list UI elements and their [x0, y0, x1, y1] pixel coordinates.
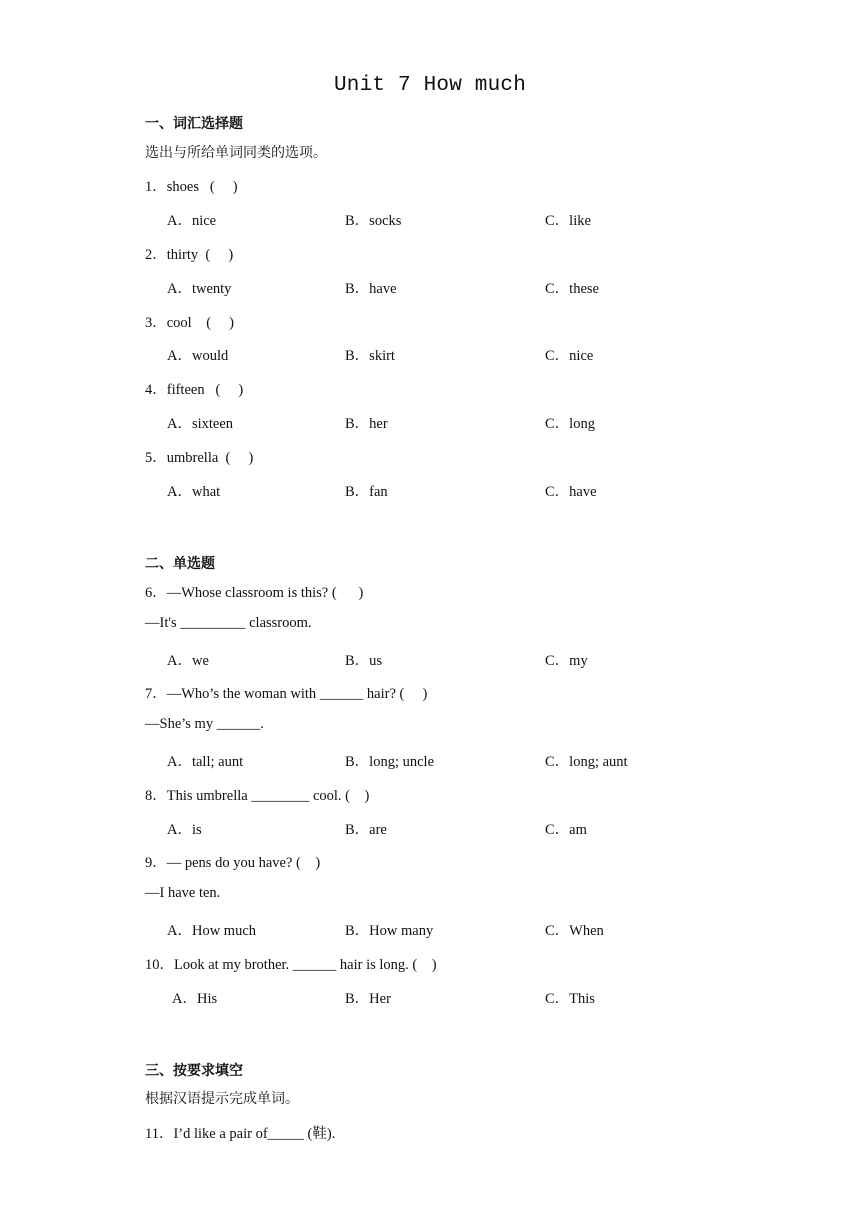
option-c: C．my: [545, 653, 588, 669]
option-c: C．nice: [545, 348, 594, 364]
option-b: B．Her: [345, 991, 391, 1007]
section-heading: 二、单选题: [145, 556, 215, 572]
question-stem: 7．—Who’s the woman with ______ hair? ( ): [145, 686, 428, 702]
section-instruction: 选出与所给单词同类的选项。: [145, 145, 327, 161]
page-title: Unit 7 How much: [333, 74, 527, 97]
option-a: A．How much: [167, 923, 257, 939]
question-stem: 2．thirty ( ): [145, 247, 234, 263]
option-c: C．these: [545, 281, 599, 297]
option-b: B．have: [345, 281, 397, 297]
option-c: C．When: [545, 923, 604, 939]
question-stem: 6．—Whose classroom is this? ( ): [145, 585, 364, 601]
option-a: A．His: [172, 991, 218, 1007]
question-stem: 5．umbrella ( ): [145, 450, 254, 466]
option-a: A．nice: [167, 213, 217, 229]
option-a: A．what: [167, 484, 221, 500]
option-a: A．is: [167, 822, 202, 838]
question-stem: 1．shoes ( ): [145, 179, 238, 195]
option-b: B．How many: [345, 923, 434, 939]
option-c: C．long: [545, 416, 595, 432]
option-b: B．socks: [345, 213, 402, 229]
option-a: A．twenty: [167, 281, 232, 297]
option-b: B．skirt: [345, 348, 395, 364]
option-a: A．would: [167, 348, 229, 364]
option-c: C．like: [545, 213, 591, 229]
option-c: C．have: [545, 484, 597, 500]
question-stem: 9．— pens do you have? ( ): [145, 855, 321, 871]
option-a: A．tall; aunt: [167, 754, 244, 770]
question-stem: 3．cool ( ): [145, 315, 234, 331]
question-stem: 8．This umbrella ________ cool. ( ): [145, 788, 370, 804]
option-a: A．we: [167, 653, 209, 669]
section-heading: 一、词汇选择题: [145, 116, 243, 132]
option-b: B．are: [345, 822, 387, 838]
option-b: B．us: [345, 653, 383, 669]
section-heading: 三、按要求填空: [145, 1063, 243, 1079]
option-b: B．her: [345, 416, 388, 432]
option-c: C．This: [545, 991, 595, 1007]
question-stem-line2: —It's _________ classroom.: [145, 615, 312, 631]
option-b: B．fan: [345, 484, 388, 500]
question-stem: 4．fifteen ( ): [145, 382, 244, 398]
option-b: B．long; uncle: [345, 754, 435, 770]
option-c: C．am: [545, 822, 587, 838]
option-a: A．sixteen: [167, 416, 234, 432]
question-stem: 11．I’d like a pair of_____ (鞋).: [145, 1126, 336, 1142]
option-c: C．long; aunt: [545, 754, 628, 770]
question-stem-line2: —I have ten.: [145, 885, 221, 901]
question-stem-line2: —She’s my ______.: [145, 716, 264, 732]
question-stem: 10．Look at my brother. ______ hair is long. ( ): [145, 957, 437, 973]
section-instruction: 根据汉语提示完成单词。: [145, 1091, 299, 1107]
